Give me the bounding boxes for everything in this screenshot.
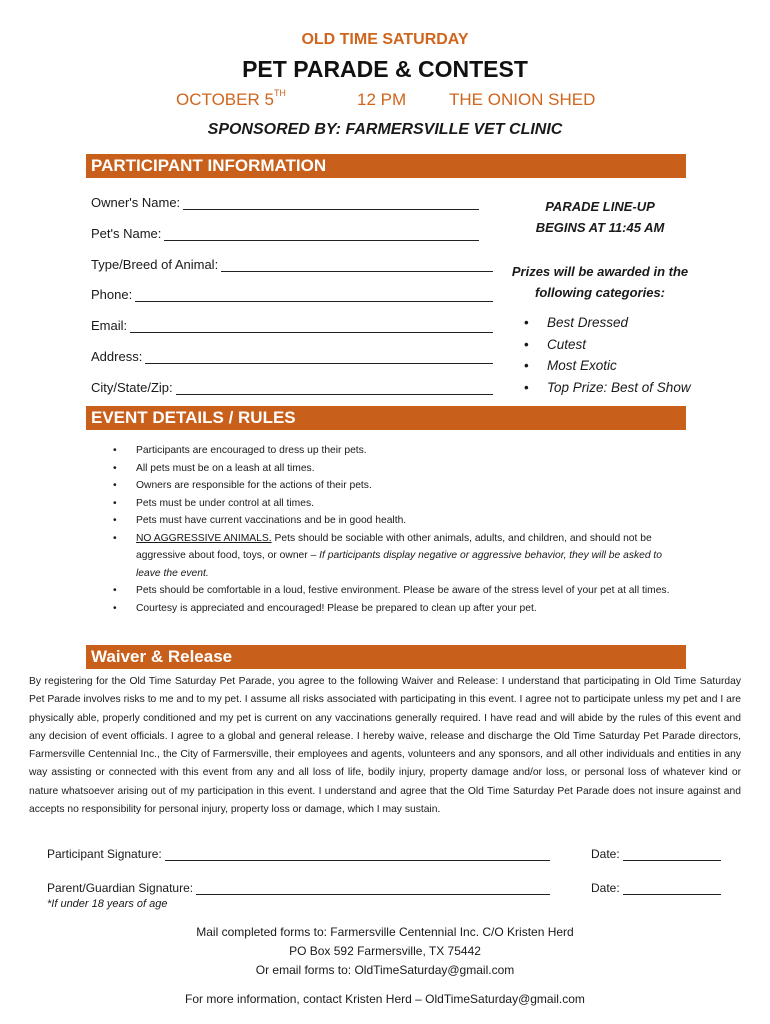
page-title: PET PARADE & CONTEST xyxy=(242,56,528,82)
rule-item: • Owners are responsible for the actions of their pets. xyxy=(113,477,678,495)
participant-field[interactable] xyxy=(91,315,493,333)
participant-signature-field[interactable] xyxy=(47,845,550,861)
rule-aggressive-title: NO AGGRESSIVE ANIMALS. xyxy=(136,532,272,544)
rule-aggressive-italic: If participants display negative or aggressive behavior, they will be asked to leave the event. xyxy=(136,550,663,579)
field-line[interactable] xyxy=(130,320,493,333)
date-line[interactable] xyxy=(623,884,721,895)
field-label: Owner's Name: xyxy=(91,195,181,210)
sponsor-line: SPONSORED BY: FARMERSVILLE VET CLINIC xyxy=(207,121,563,138)
signature-line[interactable] xyxy=(196,884,550,895)
date-label: Date: xyxy=(591,847,620,861)
participant-field[interactable] xyxy=(91,284,493,302)
prize-item: • Top Prize: Best of Show xyxy=(524,377,691,399)
section-rules-heading: EVENT DETAILS / RULES xyxy=(86,406,686,430)
participant-signature-label: Participant Signature: xyxy=(47,847,162,861)
rule-aggressive-text: Pets should be sociable with other animals, adults, and children, and should not be aggressive about food, toys, or owner – xyxy=(136,532,652,561)
field-label: Email: xyxy=(91,318,128,333)
event-details-row xyxy=(0,90,770,114)
field-label: Address: xyxy=(91,349,143,364)
prize-item: • Most Exotic xyxy=(524,355,691,377)
event-venue: THE ONION SHED xyxy=(449,90,596,109)
mail-line-3: Or email forms to: OldTimeSaturday@gmail.com xyxy=(255,963,515,977)
event-time: 12 PM xyxy=(357,90,407,109)
participant-field[interactable] xyxy=(91,223,479,241)
guardian-signature-label: Parent/Guardian Signature: xyxy=(47,881,194,895)
rule-item: • Courtesy is appreciated and encouraged! Please be prepared to clean up after your pet. xyxy=(113,600,678,618)
participant-field[interactable] xyxy=(91,254,493,272)
participant-date-field[interactable] xyxy=(591,845,721,861)
prize-item: • Cutest xyxy=(524,334,691,356)
lineup-line-2: BEGINS AT 11:45 AM xyxy=(535,220,665,235)
contact-info: For more information, contact Kristen Herd – OldTimeSaturday@gmail.com xyxy=(185,992,585,1006)
event-kicker: OLD TIME SATURDAY xyxy=(301,31,469,48)
event-date-suffix: TH xyxy=(273,88,286,98)
date-line[interactable] xyxy=(623,850,721,861)
mail-instructions xyxy=(0,923,770,980)
field-line[interactable] xyxy=(183,197,479,210)
event-date-text: OCTOBER 5 xyxy=(176,90,274,109)
guardian-note: *If under 18 years of age xyxy=(47,898,168,910)
prizes-line-2: following categories: xyxy=(534,285,665,300)
field-line[interactable] xyxy=(164,228,479,241)
field-line[interactable] xyxy=(176,382,493,395)
rule-item: • All pets must be on a leash at all times. xyxy=(113,460,678,478)
field-label: Type/Breed of Animal: xyxy=(91,257,219,272)
guardian-date-field[interactable] xyxy=(591,879,721,895)
field-label: Pet's Name: xyxy=(91,226,162,241)
event-date xyxy=(176,90,286,110)
participant-field[interactable] xyxy=(91,192,479,210)
section-waiver-heading: Waiver & Release xyxy=(86,645,686,669)
field-line[interactable] xyxy=(145,351,493,364)
section-participant-heading: PARTICIPANT INFORMATION xyxy=(86,154,686,178)
lineup-note xyxy=(510,196,690,238)
rule-item-aggressive xyxy=(113,530,678,583)
field-line[interactable] xyxy=(135,289,493,302)
field-line[interactable] xyxy=(221,259,493,272)
field-label: Phone: xyxy=(91,287,133,302)
date-label: Date: xyxy=(591,881,620,895)
rule-item: • Participants are encouraged to dress up their pets. xyxy=(113,442,678,460)
rule-item: • Pets should be comfortable in a loud, festive environment. Please be aware of the stress level of your pet at all times. xyxy=(113,582,678,600)
field-label: City/State/Zip: xyxy=(91,380,173,395)
rule-item: • Pets must have current vaccinations and be in good health. xyxy=(113,512,678,530)
prizes-intro xyxy=(510,261,690,303)
prize-item: • Best Dressed xyxy=(524,312,691,334)
rules-list xyxy=(113,442,678,617)
signature-line[interactable] xyxy=(165,850,550,861)
rule-item: • Pets must be under control at all times. xyxy=(113,495,678,513)
guardian-signature-field[interactable] xyxy=(47,879,550,895)
prizes-line-1: Prizes will be awarded in the xyxy=(511,264,689,279)
mail-line-2: PO Box 592 Farmersville, TX 75442 xyxy=(289,944,481,958)
waiver-text: By registering for the Old Time Saturday Pet Parade, you agree to the following Waiver and Release: I understand that participating in Old Time Saturday Pet Parade involves risks to me and to my pet. I assume all risks associated with participating in this event. I agree not to participate unless my pet and I are physically able, properly conditioned and my pet is current on any vaccinations generally required. I have read and will abide by the rules of this event and any decision of event officials. I agree to a global and general release. I hereby waive, release and discharge the Old Time Saturday Pet Parade directors, Farmersville Centennial Inc., the City of Farmersville, their employees and agents, volunteers and any sponsors, and all other individuals and entities in any way assisting or connected with this event from any and all loss of life, bodily injury, property damage and/or loss, or personal loss of whatever kind or nature whatsoever arising out of my participation in this event. I understand and agree that the Old Time Saturday Pet Parade does not insure against and accepts no responsibility for personal injury, property loss or damage, which I may sustain. xyxy=(29,676,741,816)
prize-categories xyxy=(524,312,691,398)
participant-field[interactable] xyxy=(91,346,493,364)
participant-field[interactable] xyxy=(91,377,493,395)
mail-line-1: Mail completed forms to: Farmersville Centennial Inc. C/O Kristen Herd xyxy=(196,925,574,939)
lineup-line-1: PARADE LINE-UP xyxy=(545,199,655,214)
